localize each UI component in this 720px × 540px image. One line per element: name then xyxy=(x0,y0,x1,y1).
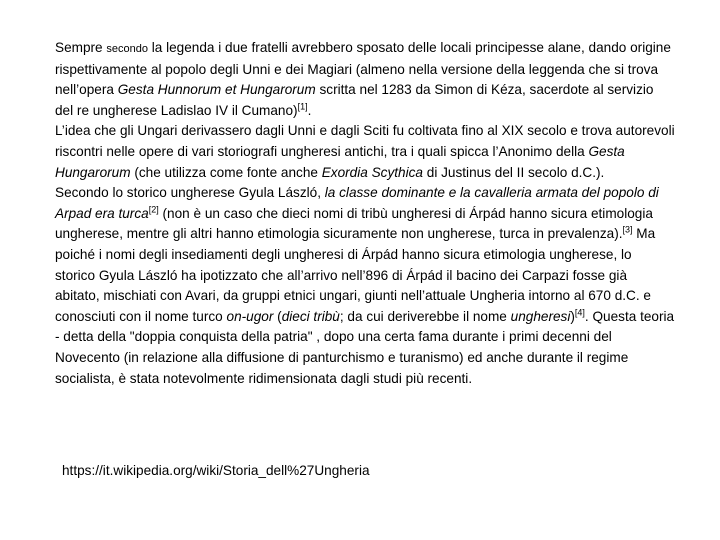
text: Ma poiché i nomi degli insediamenti degli ungheresi di Árpád hanno sicura etimologia ungherese, lo storico Gyula László ha ipotizzato che all’arrivo nell’896 di Árpád il bacino dei Carpazi fosse già abitato, mischiati con Avari, da gruppi etnici ungari, giunti nell’attuale Ungheria intorno al 670 d.C. e conosciuti con il nome turco xyxy=(55,226,656,324)
text: Secondo lo storico ungherese Gyula László, xyxy=(55,185,325,201)
footnote-ref-2[interactable]: [2] xyxy=(148,204,159,215)
title-gesta-hungarorum: Gesta Hungarorum xyxy=(55,143,625,180)
text: di Justinus del II secolo d.C.). xyxy=(422,164,605,180)
term-dieci-tribu: dieci tribù xyxy=(281,308,340,324)
paragraph-2 xyxy=(55,121,675,183)
text: (che utilizza come fonte anche xyxy=(130,164,322,180)
text: . xyxy=(307,102,312,118)
term-ungheresi: ungheresi xyxy=(510,308,571,324)
text: ( xyxy=(273,308,282,324)
text: ; da cui deriverebbe il nome xyxy=(339,308,511,324)
term-on-ugor: on-ugor xyxy=(226,308,274,324)
text: ) xyxy=(570,308,575,324)
footnote-ref-4[interactable]: [4] xyxy=(574,307,585,318)
paragraph-3 xyxy=(55,183,675,389)
text: (non è un caso che dieci nomi di tribù ungheresi di Árpád hanno sicura etimologia ungherese, mentre gli altri hanno etimologia sicuramente non ungherese, turca in prevalenza). xyxy=(55,205,653,242)
text: . Questa teoria - detta della "doppia conquista della patria" , dopo una certa fama durante i primi decenni del Novecento (in relazione alla diffusione di panturchismo e turanismo) ed anche durante il regime socialista, è stata notevolmente ridimensionata dagli studi più recenti. xyxy=(55,308,675,386)
paragraph-1 xyxy=(55,38,675,121)
text: secondo xyxy=(106,43,148,55)
text: scritta nel 1283 da Simon di Kéza, sacerdote al servizio del re ungherese Ladislao IV il Cumano) xyxy=(55,82,654,118)
source-link[interactable]: https://it.wikipedia.org/wiki/Storia_dell%27Ungheria xyxy=(62,463,370,478)
text: la legenda i due fratelli avrebbero sposato delle locali principesse alane, dando origine rispettivamente al popolo degli Unni e dei Magiari (almeno nella versione della leggenda che si trova nell’opera xyxy=(55,40,671,98)
document-body xyxy=(55,38,675,389)
title-gesta-hunnorum: Gesta Hunnorum et Hungarorum xyxy=(117,82,316,98)
footnote-ref-3[interactable]: [3] xyxy=(622,224,633,235)
text: Sempre xyxy=(55,40,107,55)
footnote-ref-1[interactable]: [1] xyxy=(297,101,308,112)
quote-italic: la classe dominante e la cavalleria armata del popolo di Arpad era turca xyxy=(55,185,659,221)
text: L’idea che gli Ungari derivassero dagli Unni e dagli Sciti fu coltivata fino al XIX secolo e trova autorevoli riscontri nelle opere di vari storiografi ungheresi antichi, tra i quali spicca l’Anonimo della xyxy=(55,123,675,159)
title-exordia-scythica: Exordia Scythica xyxy=(321,164,423,180)
